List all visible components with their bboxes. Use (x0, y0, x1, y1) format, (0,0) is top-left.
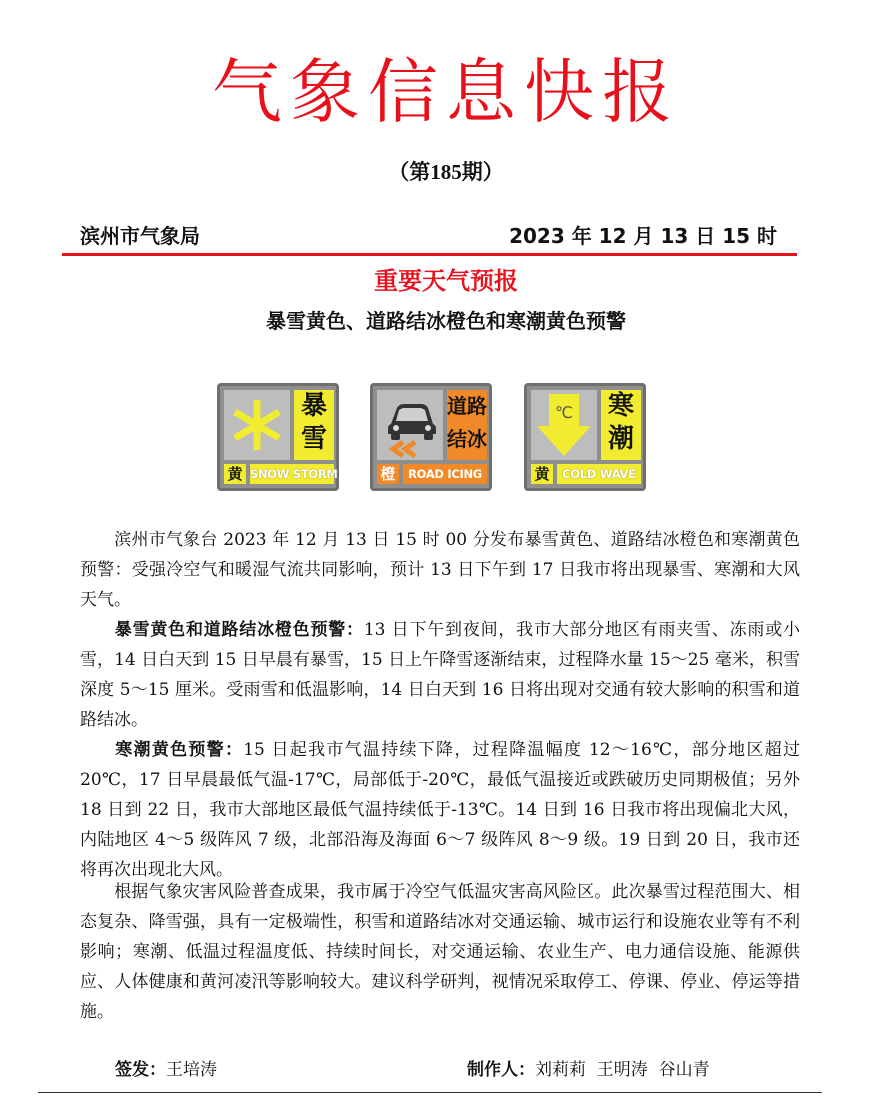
signal-name (294, 390, 334, 460)
paragraph-text: 13 日下午到夜间，我市大部分地区有雨夹雪、冻雨或小雪，14 日白天到 15 日早晨有暴雪，15 日上午降雪逐渐结束，过程降水量 15～25 毫米，积雪深度 5～15 厘米。受雨雪和低温影响，14 日白天到 16 日将出现对交通有较大影响的积雪和道路结冰。 (80, 620, 800, 730)
subheadline: 暴雪黄色、道路结冰橙色和寒潮黄色预警 (266, 309, 626, 333)
signal-name (601, 390, 641, 460)
paragraph-text: 15 日起我市气温持续下降，过程降温幅度 12～16℃，部分地区超过 20℃，17 日早晨最低气温-17℃，局部低于-20℃，最低气温接近或跌破历史同期极值；另外 18 日到 22 日，我市大部地区最低气温持续低于-13℃。14 日到 16 日我市将出现偏北大风，内陆地区 4～5 级阵风 7 级，北部沿海及海面 6～7 级阵风 8～9 级。19 日到 20 日，我市还将再次出现北大风。 (80, 740, 800, 880)
header-divider (62, 253, 797, 256)
skidding-car-icon (377, 390, 443, 460)
issuing-agency: 滨州市气象局 (80, 224, 200, 248)
snowflake-icon (224, 390, 290, 460)
signal-name-line2: 雪 (300, 424, 327, 454)
signal-english-label: ROAD ICING (403, 464, 487, 484)
paragraph-risk-advice (80, 877, 800, 1027)
paragraph-overview (80, 525, 800, 615)
paragraph-snow-icing (80, 615, 800, 735)
snow-storm-signal (217, 383, 339, 491)
footer-divider (38, 1092, 822, 1093)
paragraph-lead: 暴雪黄色和道路结冰橙色预警： (114, 620, 364, 640)
paragraph-lead: 寒潮黄色预警： (114, 740, 244, 760)
signer-label: 签发： (115, 1060, 166, 1080)
issue-prefix: （第 (388, 160, 431, 184)
cold-wave-signal (524, 383, 646, 491)
road-icing-signal (370, 383, 492, 491)
paragraph-text: 滨州市气象台 2023 年 12 月 13 日 15 时 00 分发布暴雪黄色、道路结冰橙色和寒潮黄色预警：受强冷空气和暖湿气流共同影响，预计 13 日下午到 17 日我市将出现暴雪、寒潮和大风天气。 (80, 530, 800, 610)
issue-number-value: 185 (430, 160, 462, 184)
issue-date: 2023 年 12 月 13 日 15 时 (509, 224, 777, 248)
headline: 重要天气预报 (374, 267, 518, 295)
signal-name-line1: 寒 (607, 391, 634, 421)
signal-level-badge: 橙 (377, 464, 399, 484)
signal-name (447, 390, 487, 460)
signal-english-label: COLD WAVE (557, 464, 641, 484)
signal-name-line1: 道路 (447, 394, 487, 418)
issue-number (0, 158, 892, 186)
paragraph-cold-wave (80, 735, 800, 885)
paragraph-text: 根据气象灾害风险普查成果，我市属于冷空气低温灾害高风险区。此次暴雪过程范围大、相态复杂、降雪强，具有一定极端性，积雪和道路结冰对交通运输、城市运行和设施农业等有不利影响；寒潮、低温过程温度低、持续时间长，对交通运输、农业生产、电力通信设施、能源供应、人体健康和黄河凌汛等影响较大。建议科学研判，视情况采取停工、停课、停业、停运等措施。 (80, 882, 800, 1022)
signal-name-line2: 结冰 (447, 427, 487, 451)
issue-suffix: 期） (461, 160, 504, 184)
makers-names: 刘莉莉 王明涛 谷山青 (535, 1060, 710, 1080)
signal-level-badge: 黄 (531, 464, 553, 484)
temperature-down-arrow-icon (531, 390, 597, 460)
signal-name-line1: 暴 (300, 391, 327, 421)
signal-level-badge: 黄 (224, 464, 246, 484)
makers-label: 制作人： (467, 1060, 535, 1080)
signal-english-label: SNOW STORM (250, 464, 334, 484)
signer (115, 1056, 217, 1084)
celsius-symbol: ℃ (555, 403, 573, 422)
makers (467, 1056, 710, 1084)
masthead-title: 气象信息快报 (212, 51, 680, 133)
signal-name-line2: 潮 (607, 424, 634, 454)
signer-name: 王培涛 (166, 1060, 217, 1080)
